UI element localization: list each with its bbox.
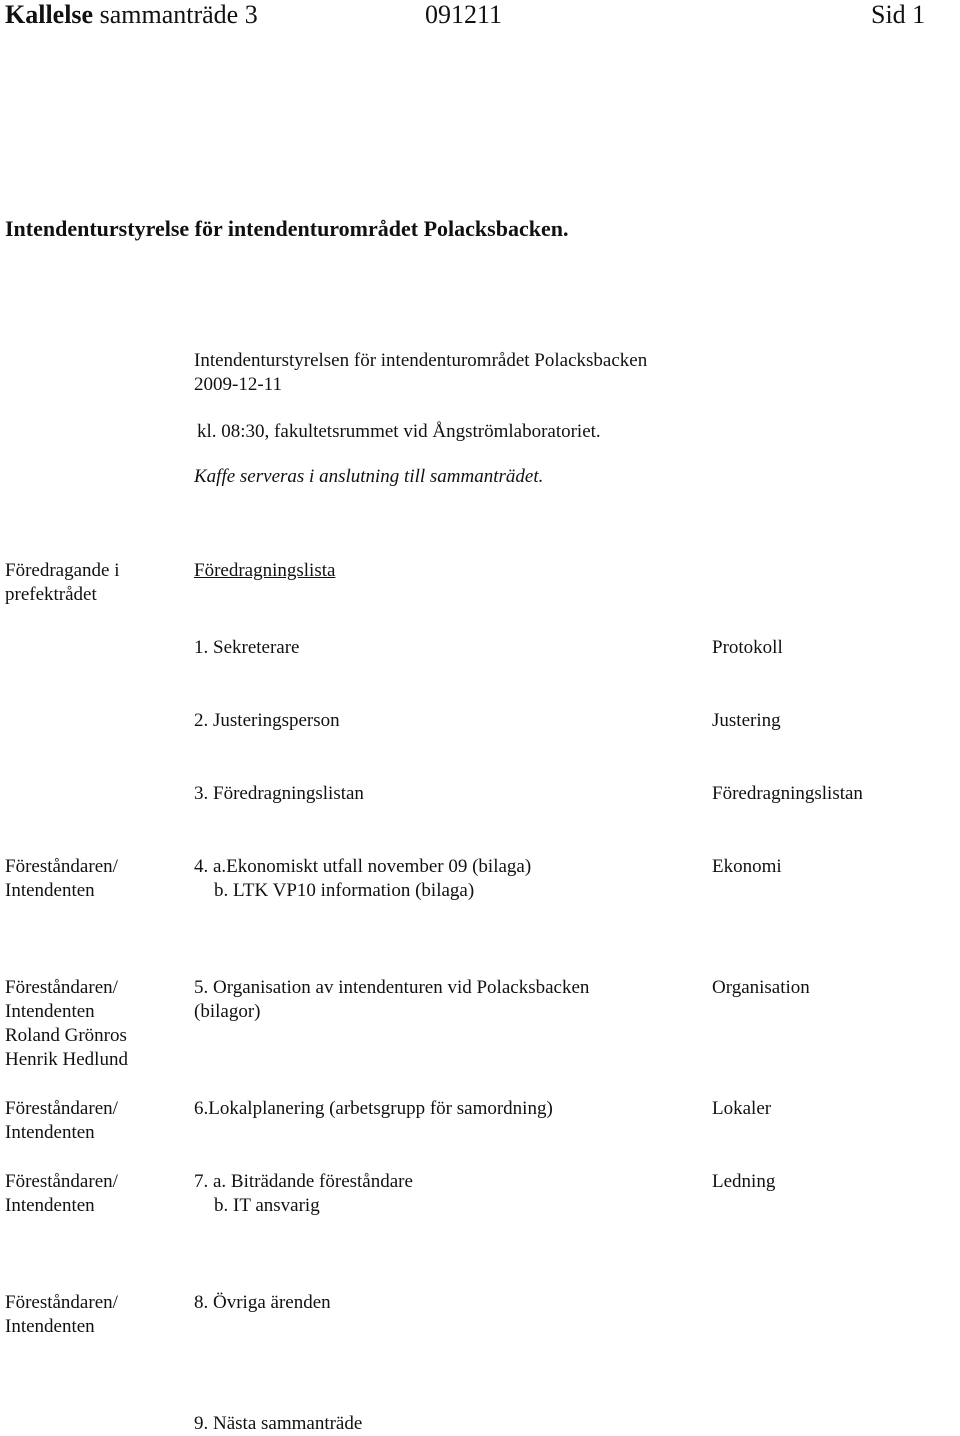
agenda-topic-2: Justering	[712, 710, 781, 731]
agenda-topic-6: Lokaler	[712, 1098, 772, 1119]
agenda-item-8: 8. Övriga ärenden	[194, 1292, 331, 1313]
meeting-time-place: kl. 08:30, fakultetsrummet vid Ångströmlaboratoriet.	[197, 421, 601, 442]
presenter-heading-line1: Föredragande i	[5, 560, 120, 581]
header-page-label: Sid 1	[871, 0, 926, 29]
agenda-item-3: 3. Föredragningslistan	[194, 783, 364, 804]
agenda-presenter-4-line1: Föreståndaren/	[5, 856, 118, 877]
agenda-presenter-5-line1: Föreståndaren/	[5, 977, 118, 998]
agenda-presenter-5-line2: Intendenten	[5, 1001, 95, 1022]
agenda-presenter-8-line2: Intendenten	[5, 1316, 95, 1337]
agenda-topic-3: Föredragningslistan	[712, 783, 863, 804]
agenda-item-7b: b. IT ansvarig	[214, 1195, 320, 1216]
agenda-topic-4: Ekonomi	[712, 856, 782, 877]
agenda-presenter-6-line2: Intendenten	[5, 1122, 95, 1143]
meeting-date: 2009-12-11	[194, 374, 282, 395]
agenda-item-9: 9. Nästa sammanträde	[194, 1413, 363, 1434]
agenda-item-4b: b. LTK VP10 information (bilaga)	[214, 880, 475, 901]
agenda-topic-1: Protokoll	[712, 637, 783, 658]
agenda-item-2: 2. Justeringsperson	[194, 710, 340, 731]
agenda-item-1: 1. Sekreterare	[194, 637, 300, 658]
agenda-presenter-5-line3: Roland Grönros	[5, 1025, 127, 1046]
meeting-body: Intendenturstyrelsen för intendenturområdet Polacksbacken	[194, 350, 648, 371]
agenda-item-5-note: (bilagor)	[194, 1001, 261, 1022]
agenda-item-6: 6.Lokalplanering (arbetsgrupp för samordning)	[194, 1098, 553, 1119]
agenda-item-7a: 7. a. Biträdande föreståndare	[194, 1171, 413, 1192]
agenda-presenter-5-line4: Henrik Hedlund	[5, 1049, 128, 1070]
agenda-presenter-6-line1: Föreståndaren/	[5, 1098, 118, 1119]
coffee-note: Kaffe serveras i anslutning till sammanträdet.	[194, 466, 544, 487]
agenda-item-5: 5. Organisation av intendenturen vid Polacksbacken	[194, 977, 590, 998]
header-date-code: 091211	[425, 0, 503, 29]
presenter-heading-line2: prefektrådet	[5, 584, 97, 605]
agenda-heading: Föredragningslista	[194, 560, 336, 581]
agenda-presenter-7-line2: Intendenten	[5, 1195, 95, 1216]
agenda-topic-5: Organisation	[712, 977, 810, 998]
header-title	[5, 0, 258, 30]
document-title: Intendenturstyrelse för intendenturområdet Polacksbacken.	[5, 216, 569, 241]
agenda-presenter-4-line2: Intendenten	[5, 880, 95, 901]
agenda-item-4a: 4. a.Ekonomiskt utfall november 09 (bilaga)	[194, 856, 532, 877]
agenda-presenter-7-line1: Föreståndaren/	[5, 1171, 118, 1192]
agenda-topic-7: Ledning	[712, 1171, 776, 1192]
header-title-rest: sammanträde 3	[93, 0, 258, 29]
agenda-presenter-8-line1: Föreståndaren/	[5, 1292, 118, 1313]
header-title-bold: Kallelse	[5, 0, 94, 29]
